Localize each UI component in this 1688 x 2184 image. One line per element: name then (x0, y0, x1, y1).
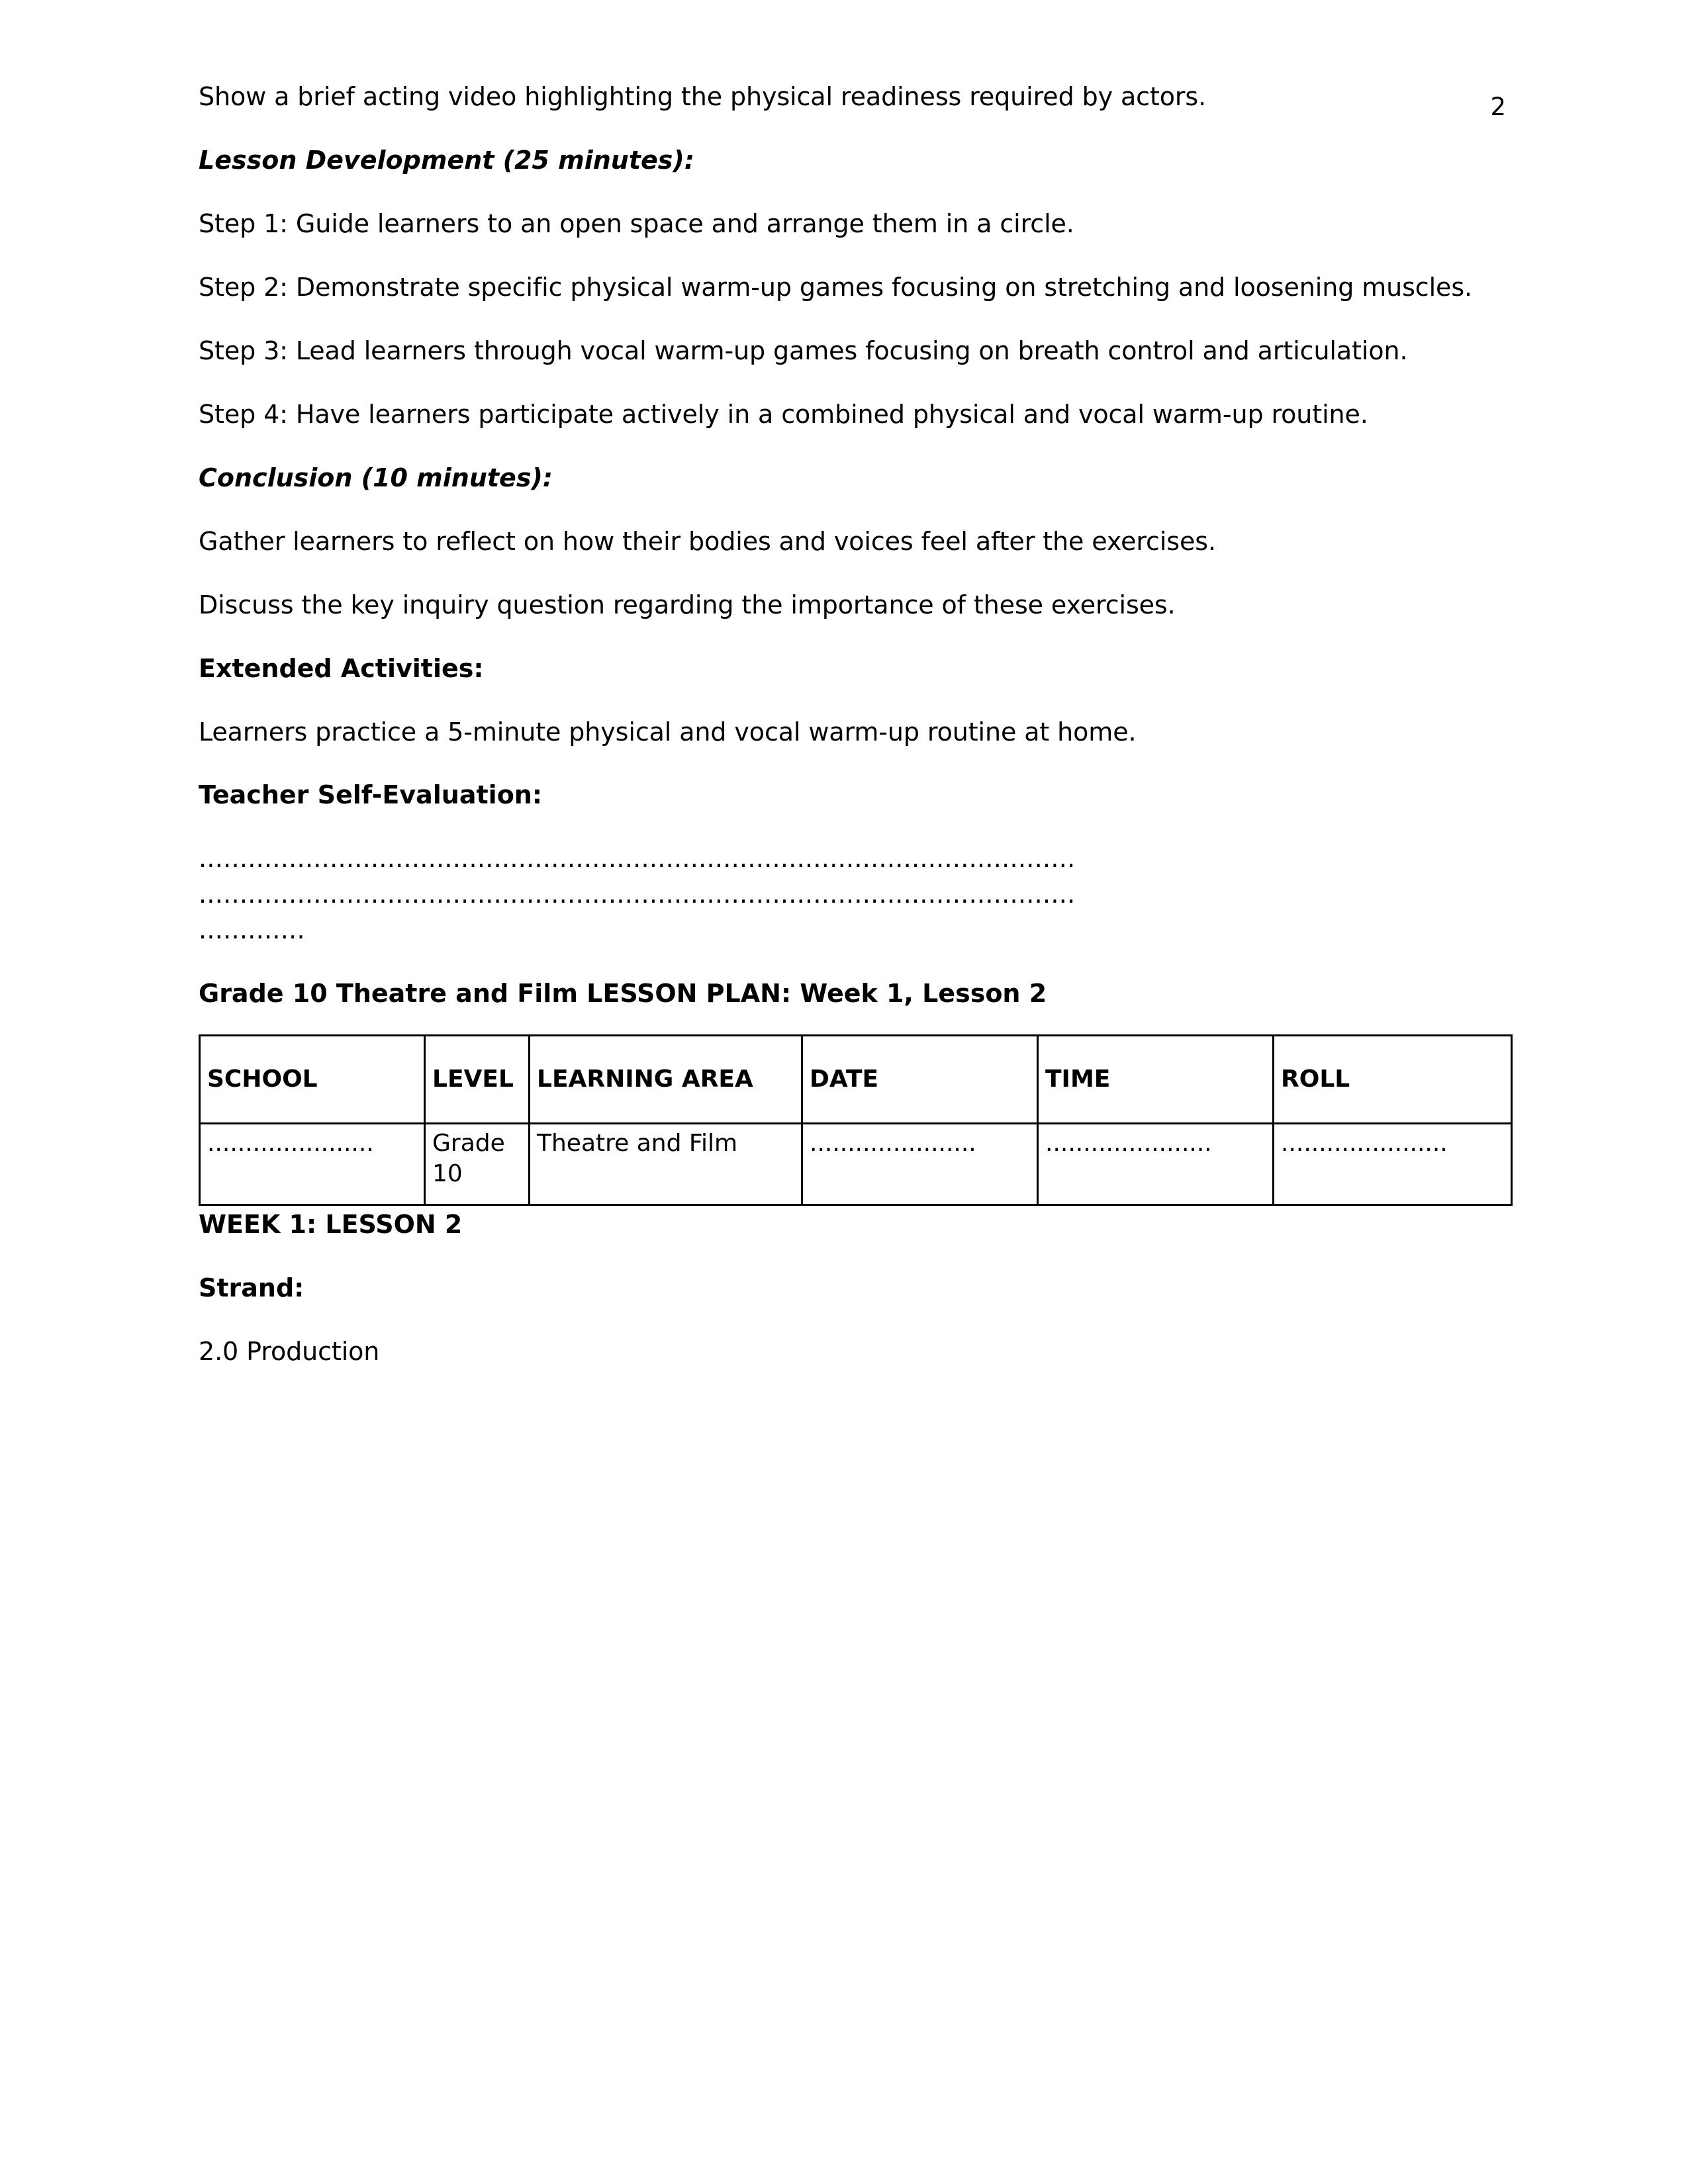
week-lesson-label: WEEK 1: LESSON 2 (199, 1210, 463, 1240)
extended-activities-text: Learners practice a 5-minute physical and vocal warm-up routine at home. (199, 717, 1137, 747)
table-header-school: SCHOOL (200, 1036, 425, 1124)
table-cell-time[interactable]: ...................... (1038, 1124, 1274, 1205)
extended-activities-heading: Extended Activities: (199, 653, 484, 683)
lesson-meta-table (199, 1034, 1513, 1206)
table-header-date: DATE (802, 1036, 1038, 1124)
lesson-step-2: Step 2: Demonstrate specific physical warm-up games focusing on stretching and loosening muscles. (199, 272, 1473, 302)
self-evaluation-dotted-line-1: ........................................................................................................... (199, 844, 1076, 874)
self-evaluation-dotted-line-2: ........................................................................................................... (199, 880, 1076, 909)
table-header-time: TIME (1038, 1036, 1274, 1124)
teacher-self-evaluation-heading: Teacher Self-Evaluation: (199, 780, 543, 810)
table-cell-roll[interactable]: ...................... (1274, 1124, 1512, 1205)
conclusion-heading: Conclusion (10 minutes): (199, 463, 553, 492)
self-evaluation-dotted-line-3: ............. (199, 915, 305, 945)
table-cell-school[interactable]: ...................... (200, 1124, 425, 1205)
lesson-step-1: Step 1: Guide learners to an open space and arrange them in a circle. (199, 208, 1074, 238)
lesson-development-heading: Lesson Development (25 minutes): (199, 145, 694, 175)
strand-heading: Strand: (199, 1273, 305, 1303)
page-number: 2 (1490, 93, 1506, 121)
table-header-level: LEVEL (425, 1036, 530, 1124)
conclusion-paragraph-2: Discuss the key inquiry question regarding the importance of these exercises. (199, 590, 1176, 619)
table-row (200, 1124, 1512, 1205)
self-evaluation-blank-lines (199, 841, 1506, 948)
document-body (199, 79, 1506, 1398)
lesson-step-4: Step 4: Have learners participate actively in a combined physical and vocal warm-up routine. (199, 399, 1368, 429)
strand-value: 2.0 Production (199, 1337, 380, 1367)
table-cell-learning-area[interactable]: Theatre and Film (530, 1124, 802, 1205)
table-header-roll: ROLL (1274, 1036, 1512, 1124)
lesson-plan-title: Grade 10 Theatre and Film LESSON PLAN: Week 1, Lesson 2 (199, 979, 1047, 1009)
intro-paragraph: Show a brief acting video highlighting the physical readiness required by actors. (199, 82, 1207, 111)
table-cell-date[interactable]: ...................... (802, 1124, 1038, 1205)
conclusion-paragraph-1: Gather learners to reflect on how their bodies and voices feel after the exercises. (199, 526, 1216, 556)
lesson-step-3: Step 3: Lead learners through vocal warm-up games focusing on breath control and articulation. (199, 336, 1408, 365)
table-header-learning-area: LEARNING AREA (530, 1036, 802, 1124)
table-cell-level[interactable]: Grade 10 (425, 1124, 530, 1205)
table-header-row (200, 1036, 1512, 1124)
